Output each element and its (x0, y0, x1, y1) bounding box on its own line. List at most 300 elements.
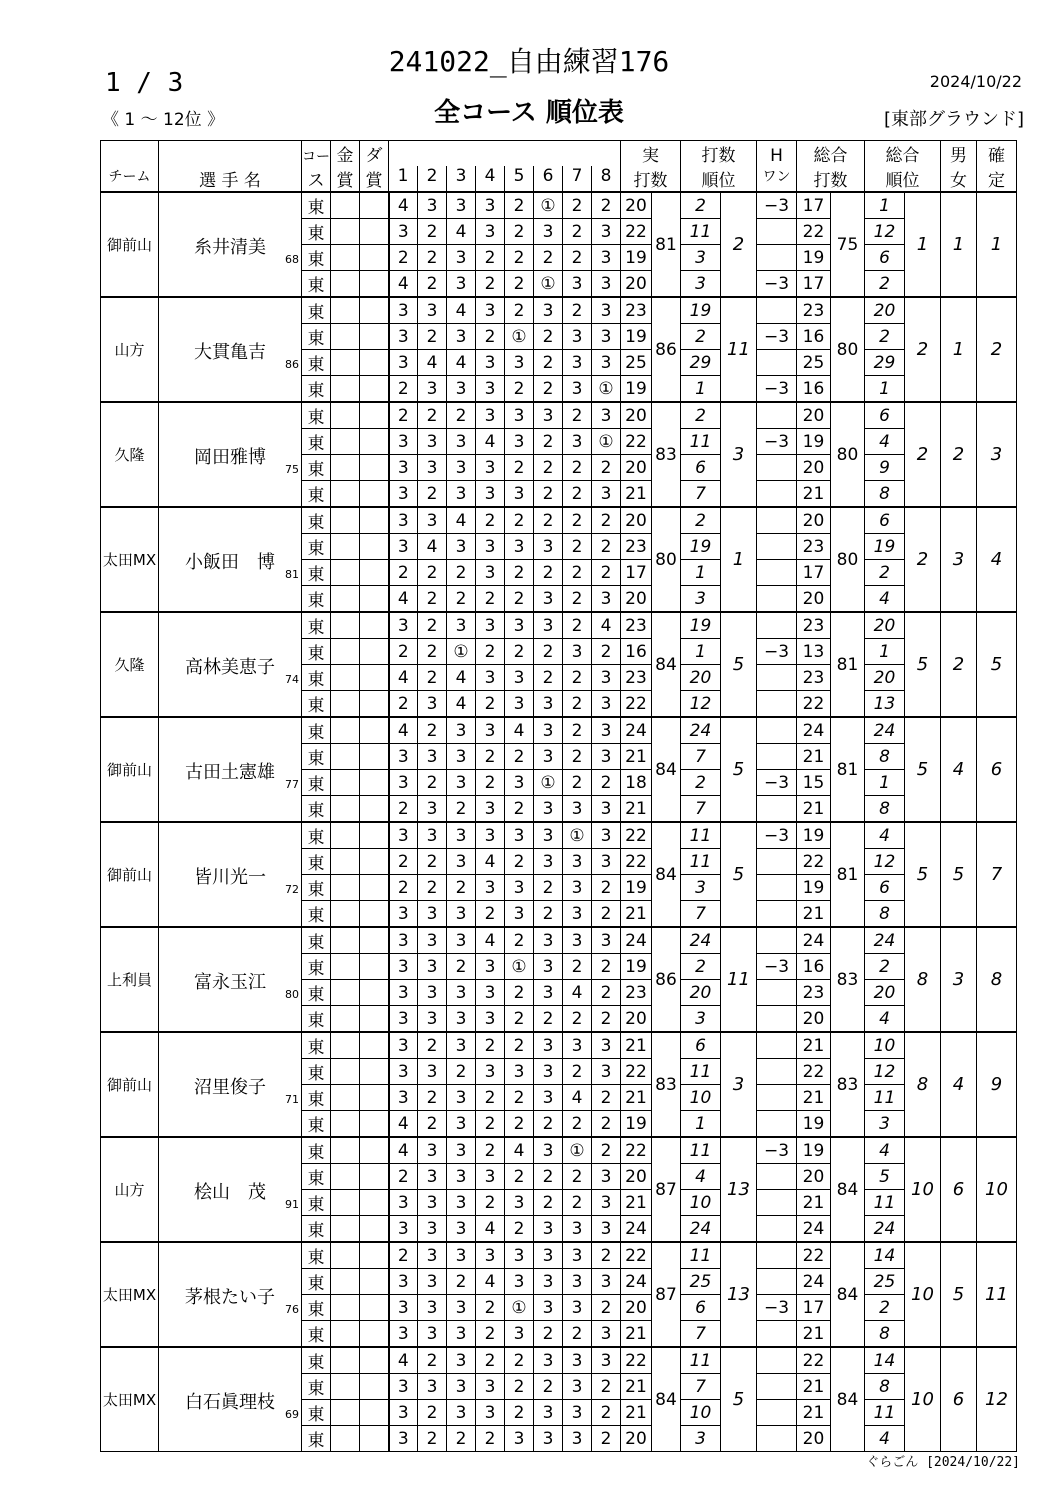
table-row (101, 192, 1017, 219)
course-cell: 東 (302, 350, 331, 376)
course-cell: 東 (302, 481, 331, 508)
hole-score-3: 4 (447, 219, 476, 245)
round-score-cell: 24 (621, 927, 652, 954)
player-handicap: 74 (285, 673, 299, 686)
adjusted-rank-cell: 5 (865, 1164, 905, 1190)
gold-award-cell (331, 586, 360, 613)
gold-award-cell (331, 1347, 360, 1374)
hole-score-3: 3 (447, 1032, 476, 1059)
gold-award-cell (331, 665, 360, 691)
round-rank-cell: 6 (681, 1295, 721, 1321)
round-rank-cell: 1 (681, 639, 721, 665)
da-award-cell (360, 1321, 389, 1348)
hole-in-one-cell (757, 1085, 797, 1111)
hole-in-one-cell (757, 875, 797, 901)
hole-score-7: 2 (563, 691, 592, 718)
course-cell: 東 (302, 560, 331, 586)
hole-score-3: 3 (447, 822, 476, 849)
header-course: コー (302, 141, 331, 167)
hole-in-one-cell (757, 796, 797, 823)
header-actual-2: 打数 (621, 166, 681, 192)
adjusted-rank-cell: 4 (865, 429, 905, 455)
round-score-cell: 22 (621, 219, 652, 245)
hole-score-5: 2 (505, 796, 534, 823)
hole-in-one-cell (757, 691, 797, 718)
hole-score-6: 3 (534, 1059, 563, 1085)
hole-score-1: 3 (389, 1295, 418, 1321)
hole-score-8: 3 (592, 1059, 621, 1085)
round-score-cell: 21 (621, 1085, 652, 1111)
adjusted-score-cell: 21 (797, 481, 831, 508)
adjusted-score-cell: 24 (797, 1269, 831, 1295)
round-rank-cell: 7 (681, 1374, 721, 1400)
hole-in-one-cell: −3 (757, 954, 797, 980)
hole-score-2: 2 (418, 1085, 447, 1111)
table-row (101, 1347, 1017, 1374)
hole-score-5: 2 (505, 1164, 534, 1190)
hole-score-5: 3 (505, 665, 534, 691)
real-strokes-cell: 87 (652, 1242, 681, 1347)
player-handicap: 71 (285, 1093, 299, 1106)
course-cell: 東 (302, 849, 331, 875)
adjusted-rank-cell: 2 (865, 954, 905, 980)
gold-award-cell (331, 219, 360, 245)
hole-score-1: 3 (389, 1374, 418, 1400)
da-award-cell (360, 717, 389, 744)
hole-score-6: 3 (534, 1347, 563, 1374)
hole-score-4: 4 (476, 1269, 505, 1295)
hole-score-5: 2 (505, 219, 534, 245)
hole-score-7: 3 (563, 1032, 592, 1059)
gold-award-cell (331, 927, 360, 954)
adjusted-score-cell: 24 (797, 1216, 831, 1243)
hole-score-7: 4 (563, 980, 592, 1006)
adjusted-rank-cell: 6 (865, 507, 905, 534)
adjusted-score-cell: 19 (797, 875, 831, 901)
hole-score-7: 2 (563, 954, 592, 980)
adjusted-score-cell: 21 (797, 1374, 831, 1400)
round-rank-cell: 2 (681, 324, 721, 350)
course-cell: 東 (302, 586, 331, 613)
team-cell: 御前山 (101, 1032, 159, 1137)
gold-award-cell (331, 1321, 360, 1348)
hole-score-7: 3 (563, 1269, 592, 1295)
hole-score-6: 2 (534, 875, 563, 901)
hole-score-3: 3 (447, 1321, 476, 1348)
hole-score-4: 2 (476, 245, 505, 271)
hole-score-5: 3 (505, 1059, 534, 1085)
hole-score-6: 2 (534, 429, 563, 455)
team-cell: 太田MX (101, 1347, 159, 1452)
hole-score-4: 2 (476, 1426, 505, 1452)
da-award-cell (360, 770, 389, 796)
hole-in-one-cell (757, 744, 797, 770)
hole-score-1: 4 (389, 1111, 418, 1138)
adjusted-rank-cell: 24 (865, 717, 905, 744)
hole-score-4: 3 (476, 560, 505, 586)
hole-score-3: 3 (447, 1085, 476, 1111)
hole-in-one-cell (757, 586, 797, 613)
real-strokes-cell: 83 (652, 1032, 681, 1137)
hole-score-3: 3 (447, 612, 476, 639)
header-da-2: 賞 (360, 166, 389, 192)
adjusted-score-cell: 21 (797, 744, 831, 770)
hole-score-8: 3 (592, 350, 621, 376)
hole-in-one-cell (757, 534, 797, 560)
total-strokes-cell: 81 (831, 612, 865, 717)
header-holes-top (389, 141, 621, 167)
hole-score-1: 2 (389, 1242, 418, 1269)
hole-score-4: 2 (476, 1085, 505, 1111)
course-cell: 東 (302, 954, 331, 980)
round-rank-cell: 19 (681, 612, 721, 639)
hole-score-1: 3 (389, 901, 418, 928)
report-date: 2024/10/22 (929, 72, 1022, 91)
hole-score-1: 2 (389, 875, 418, 901)
hole-in-one-cell (757, 901, 797, 928)
team-cell: 御前山 (101, 192, 159, 297)
da-award-cell (360, 1111, 389, 1138)
hole-score-5: ① (505, 1295, 534, 1321)
header-player (159, 141, 302, 167)
round-rank-cell: 11 (681, 849, 721, 875)
hole-score-2: 2 (418, 324, 447, 350)
gold-award-cell (331, 1400, 360, 1426)
stroke-rank-cell: 3 (721, 402, 757, 507)
hole-in-one-cell (757, 849, 797, 875)
hole-score-4: 3 (476, 534, 505, 560)
adjusted-score-cell: 20 (797, 586, 831, 613)
course-cell: 東 (302, 796, 331, 823)
course-cell: 東 (302, 1347, 331, 1374)
hole-in-one-cell (757, 560, 797, 586)
hole-in-one-cell (757, 350, 797, 376)
page-title: 241022_自由練習176 (388, 45, 670, 78)
hole-score-4: 3 (476, 954, 505, 980)
hole-in-one-cell (757, 1242, 797, 1269)
final-rank-cell: 11 (977, 1242, 1017, 1347)
hole-score-4: 3 (476, 402, 505, 429)
round-rank-cell: 2 (681, 402, 721, 429)
hole-score-7: ① (563, 822, 592, 849)
hole-score-3: 3 (447, 324, 476, 350)
round-score-cell: 20 (621, 192, 652, 219)
gender-rank-cell: 4 (941, 1032, 977, 1137)
hole-score-1: 4 (389, 586, 418, 613)
round-score-cell: 23 (621, 534, 652, 560)
hole-score-6: 3 (534, 1400, 563, 1426)
hole-score-1: 3 (389, 822, 418, 849)
adjusted-score-cell: 19 (797, 245, 831, 271)
gold-award-cell (331, 980, 360, 1006)
hole-score-2: 2 (418, 612, 447, 639)
hole-score-7: 3 (563, 350, 592, 376)
da-award-cell (360, 219, 389, 245)
course-cell: 東 (302, 1216, 331, 1243)
gold-award-cell (331, 455, 360, 481)
hole-score-8: 3 (592, 219, 621, 245)
hole-score-8: 3 (592, 822, 621, 849)
hole-score-6: 2 (534, 481, 563, 508)
hole-in-one-cell: −3 (757, 770, 797, 796)
hole-score-2: 3 (418, 691, 447, 718)
hole-in-one-cell (757, 1426, 797, 1452)
gender-rank-cell: 2 (941, 612, 977, 717)
hole-score-5: 3 (505, 1426, 534, 1452)
hole-score-6: 3 (534, 691, 563, 718)
header-total-2: 打数 (797, 166, 865, 192)
adjusted-score-cell: 17 (797, 1295, 831, 1321)
adjusted-score-cell: 16 (797, 954, 831, 980)
gender-rank-cell: 6 (941, 1137, 977, 1242)
adjusted-rank-cell: 11 (865, 1190, 905, 1216)
hole-score-8: 2 (592, 1426, 621, 1452)
hole-in-one-cell (757, 1347, 797, 1374)
course-cell: 東 (302, 219, 331, 245)
hole-score-3: 3 (447, 1347, 476, 1374)
hole-score-1: 4 (389, 717, 418, 744)
hole-score-8: 3 (592, 1347, 621, 1374)
hole-score-1: 3 (389, 429, 418, 455)
hole-score-6: 2 (534, 350, 563, 376)
hole-score-8: 3 (592, 1321, 621, 1348)
hole-score-3: 2 (447, 1269, 476, 1295)
hole-score-8: 2 (592, 639, 621, 665)
hole-score-6: 2 (534, 324, 563, 350)
course-cell: 東 (302, 1085, 331, 1111)
total-rank-cell: 8 (905, 927, 941, 1032)
hole-score-5: 2 (505, 271, 534, 298)
player-name: 茅根たい子 (185, 1287, 275, 1308)
player-name: 白石眞理枝 (185, 1392, 275, 1413)
course-cell: 東 (302, 691, 331, 718)
round-score-cell: 23 (621, 665, 652, 691)
gender-rank-cell: 1 (941, 192, 977, 297)
round-rank-cell: 1 (681, 376, 721, 403)
hole-score-6: 2 (534, 639, 563, 665)
hole-score-1: 4 (389, 271, 418, 298)
round-rank-cell: 11 (681, 1137, 721, 1164)
hole-score-3: 3 (447, 1006, 476, 1033)
adjusted-rank-cell: 12 (865, 849, 905, 875)
da-award-cell (360, 1347, 389, 1374)
player-cell (159, 1242, 302, 1347)
hole-score-8: 3 (592, 586, 621, 613)
hole-score-2: 3 (418, 297, 447, 324)
real-strokes-cell: 84 (652, 1347, 681, 1452)
table-row (101, 402, 1017, 429)
gold-award-cell (331, 245, 360, 271)
hole-score-5: 2 (505, 639, 534, 665)
gold-award-cell (331, 1137, 360, 1164)
hole-score-1: 3 (389, 612, 418, 639)
hole-score-8: 2 (592, 192, 621, 219)
hole-score-4: 2 (476, 744, 505, 770)
course-cell: 東 (302, 822, 331, 849)
adjusted-rank-cell: 8 (865, 481, 905, 508)
hole-score-8: 2 (592, 507, 621, 534)
total-strokes-cell: 83 (831, 927, 865, 1032)
hole-score-3: 3 (447, 534, 476, 560)
total-strokes-cell: 80 (831, 507, 865, 612)
hole-score-8: 2 (592, 560, 621, 586)
gold-award-cell (331, 534, 360, 560)
round-score-cell: 24 (621, 1216, 652, 1243)
hole-score-5: 2 (505, 1032, 534, 1059)
header-rank: 打数 (681, 141, 757, 167)
hole-in-one-cell: −3 (757, 429, 797, 455)
hole-score-6: 3 (534, 402, 563, 429)
hole-score-5: 2 (505, 245, 534, 271)
course-cell: 東 (302, 402, 331, 429)
gold-award-cell (331, 901, 360, 928)
hole-score-6: 2 (534, 507, 563, 534)
adjusted-score-cell: 19 (797, 1111, 831, 1138)
adjusted-rank-cell: 20 (865, 297, 905, 324)
hole-score-7: 3 (563, 429, 592, 455)
hole-score-1: 3 (389, 1321, 418, 1348)
hole-score-1: 3 (389, 954, 418, 980)
adjusted-rank-cell: 1 (865, 192, 905, 219)
course-cell: 東 (302, 744, 331, 770)
hole-score-2: 3 (418, 1242, 447, 1269)
hole-score-6: 3 (534, 744, 563, 770)
hole-score-2: 2 (418, 639, 447, 665)
final-rank-cell: 2 (977, 297, 1017, 402)
player-name: 富永玉江 (194, 972, 266, 993)
hole-score-6: 3 (534, 534, 563, 560)
total-strokes-cell: 84 (831, 1347, 865, 1452)
round-score-cell: 20 (621, 1006, 652, 1033)
round-score-cell: 20 (621, 1164, 652, 1190)
course-cell: 東 (302, 1164, 331, 1190)
hole-score-2: 2 (418, 849, 447, 875)
hole-score-7: 2 (563, 1006, 592, 1033)
round-score-cell: 22 (621, 691, 652, 718)
stroke-rank-cell: 11 (721, 927, 757, 1032)
da-award-cell (360, 901, 389, 928)
hole-score-4: 2 (476, 1321, 505, 1348)
course-cell: 東 (302, 875, 331, 901)
hole-score-3: 3 (447, 1295, 476, 1321)
hole-score-1: 3 (389, 1400, 418, 1426)
hole-score-4: 2 (476, 770, 505, 796)
hole-score-2: 2 (418, 481, 447, 508)
team-cell: 上利員 (101, 927, 159, 1032)
round-rank-cell: 4 (681, 1164, 721, 1190)
round-rank-cell: 7 (681, 796, 721, 823)
hole-score-4: 2 (476, 586, 505, 613)
da-award-cell (360, 455, 389, 481)
gender-rank-cell: 5 (941, 1242, 977, 1347)
hole-score-1: 3 (389, 1269, 418, 1295)
hole-score-4: 3 (476, 1400, 505, 1426)
hole-score-3: 2 (447, 1059, 476, 1085)
hole-score-1: 3 (389, 770, 418, 796)
hole-score-3: 3 (447, 1164, 476, 1190)
hole-score-5: 3 (505, 534, 534, 560)
hole-score-2: 2 (418, 402, 447, 429)
stroke-rank-cell: 5 (721, 717, 757, 822)
hole-score-1: 2 (389, 1164, 418, 1190)
round-rank-cell: 3 (681, 586, 721, 613)
gold-award-cell (331, 481, 360, 508)
hole-in-one-cell: −3 (757, 1137, 797, 1164)
team-cell: 久隆 (101, 612, 159, 717)
round-score-cell: 22 (621, 1059, 652, 1085)
adjusted-rank-cell: 8 (865, 1374, 905, 1400)
team-cell: 太田MX (101, 507, 159, 612)
total-strokes-cell: 83 (831, 1032, 865, 1137)
adjusted-score-cell: 16 (797, 376, 831, 403)
gold-award-cell (331, 297, 360, 324)
hole-score-1: 3 (389, 219, 418, 245)
player-name: 古田土憲雄 (185, 762, 275, 783)
adjusted-score-cell: 16 (797, 324, 831, 350)
hole-in-one-cell (757, 612, 797, 639)
player-handicap: 86 (285, 358, 299, 371)
hole-score-1: 2 (389, 849, 418, 875)
da-award-cell (360, 1085, 389, 1111)
hole-in-one-cell (757, 1190, 797, 1216)
hole-in-one-cell: −3 (757, 639, 797, 665)
hole-score-5: 3 (505, 429, 534, 455)
header-gold-2: 賞 (331, 166, 360, 192)
hole-score-4: 2 (476, 639, 505, 665)
hole-score-8: 2 (592, 875, 621, 901)
adjusted-score-cell: 19 (797, 1137, 831, 1164)
hole-in-one-cell (757, 1400, 797, 1426)
hole-score-8: 3 (592, 927, 621, 954)
header-fix-2: 定 (977, 166, 1017, 192)
header-gold: 金 (331, 141, 360, 167)
gold-award-cell (331, 324, 360, 350)
total-strokes-cell: 81 (831, 822, 865, 927)
adjusted-rank-cell: 14 (865, 1242, 905, 1269)
hole-score-6: ① (534, 770, 563, 796)
hole-score-2: 2 (418, 875, 447, 901)
adjusted-score-cell: 20 (797, 1006, 831, 1033)
team-cell: 御前山 (101, 822, 159, 927)
header-total-rank: 総合 (865, 141, 941, 167)
real-strokes-cell: 86 (652, 297, 681, 402)
hole-score-4: 3 (476, 980, 505, 1006)
round-rank-cell: 11 (681, 1242, 721, 1269)
adjusted-score-cell: 21 (797, 1321, 831, 1348)
hole-score-8: 3 (592, 796, 621, 823)
round-score-cell: 22 (621, 1347, 652, 1374)
adjusted-score-cell: 25 (797, 350, 831, 376)
hole-score-1: 3 (389, 1059, 418, 1085)
course-cell: 東 (302, 271, 331, 298)
adjusted-rank-cell: 12 (865, 219, 905, 245)
hole-score-4: 2 (476, 901, 505, 928)
player-handicap: 75 (285, 463, 299, 476)
hole-score-1: 3 (389, 350, 418, 376)
hole-score-3: 3 (447, 245, 476, 271)
hole-score-7: 3 (563, 271, 592, 298)
round-score-cell: 17 (621, 560, 652, 586)
da-award-cell (360, 350, 389, 376)
gold-award-cell (331, 192, 360, 219)
round-rank-cell: 24 (681, 927, 721, 954)
course-cell: 東 (302, 1374, 331, 1400)
hole-score-5: 3 (505, 1242, 534, 1269)
hole-score-8: 2 (592, 901, 621, 928)
real-strokes-cell: 84 (652, 717, 681, 822)
hole-score-6: 3 (534, 1426, 563, 1452)
hole-score-7: 2 (563, 192, 592, 219)
